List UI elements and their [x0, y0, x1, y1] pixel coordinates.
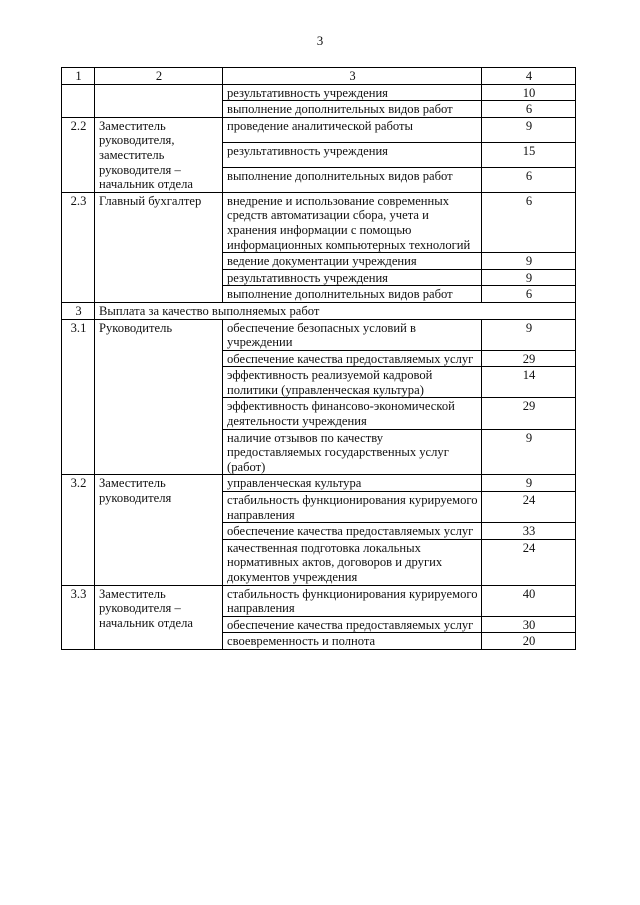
- points-cell: 6: [482, 167, 576, 192]
- table-body: [62, 68, 576, 650]
- header-cell-1: 1: [62, 68, 95, 85]
- criterion-cell: обеспечение качества предоставляемых услуг: [223, 616, 482, 633]
- row-number: [62, 84, 95, 117]
- row-number: 3.3: [62, 585, 95, 649]
- criterion-cell: стабильность функционирования курируемого направления: [223, 492, 482, 523]
- points-cell: 9: [482, 269, 576, 286]
- position-cell: Главный бухгалтер: [95, 192, 223, 302]
- header-cell-3: 3: [223, 68, 482, 85]
- criterion-cell: ведение документации учреждения: [223, 253, 482, 270]
- points-cell: 9: [482, 253, 576, 270]
- table-row: [62, 192, 576, 252]
- points-cell: 29: [482, 398, 576, 429]
- header-cell-2: 2: [95, 68, 223, 85]
- points-cell: 9: [482, 319, 576, 350]
- points-cell: 29: [482, 350, 576, 367]
- criterion-cell: выполнение дополнительных видов работ: [223, 286, 482, 303]
- points-cell: 15: [482, 142, 576, 167]
- position-cell: [95, 84, 223, 117]
- criterion-cell: обеспечение качества предоставляемых услуг: [223, 350, 482, 367]
- table-row: [62, 475, 576, 492]
- page-number: 3: [316, 33, 324, 48]
- section-title: Выплата за качество выполняемых работ: [95, 302, 576, 319]
- table-row: [62, 84, 576, 101]
- criterion-cell: качественная подготовка локальных нормативных актов, договоров и других документов учреждения: [223, 539, 482, 585]
- criterion-cell: выполнение дополнительных видов работ: [223, 167, 482, 192]
- table-header-row: [62, 68, 576, 85]
- points-cell: 24: [482, 539, 576, 585]
- criterion-cell: результативность учреждения: [223, 142, 482, 167]
- criterion-cell: обеспечение качества предоставляемых услуг: [223, 523, 482, 540]
- table-row: [62, 585, 576, 616]
- criterion-cell: своевременность и полнота: [223, 633, 482, 650]
- payments-table: [61, 67, 576, 650]
- criterion-cell: управленческая культура: [223, 475, 482, 492]
- criterion-cell: эффективность реализуемой кадровой политики (управленческая культура): [223, 367, 482, 398]
- criterion-cell: проведение аналитической работы: [223, 117, 482, 142]
- points-cell: 6: [482, 101, 576, 118]
- points-cell: 40: [482, 585, 576, 616]
- table-row: [62, 302, 576, 319]
- points-cell: 9: [482, 475, 576, 492]
- criterion-cell: результативность учреждения: [223, 84, 482, 101]
- criterion-cell: обеспечение безопасных условий в учреждении: [223, 319, 482, 350]
- criterion-cell: результативность учреждения: [223, 269, 482, 286]
- row-number: 3.2: [62, 475, 95, 585]
- table-row: [62, 117, 576, 142]
- points-cell: 10: [482, 84, 576, 101]
- points-cell: 14: [482, 367, 576, 398]
- criterion-cell: внедрение и использование современных средств автоматизации сбора, учета и хранения информации с помощью информационных компьютерных технологий: [223, 192, 482, 252]
- criterion-cell: выполнение дополнительных видов работ: [223, 101, 482, 118]
- points-cell: 24: [482, 492, 576, 523]
- criterion-cell: эффективность финансово-экономической деятельности учреждения: [223, 398, 482, 429]
- points-cell: 30: [482, 616, 576, 633]
- section-number: 3: [62, 302, 95, 319]
- points-cell: 33: [482, 523, 576, 540]
- position-cell: Заместитель руководителя, заместитель руководителя – начальник отдела: [95, 117, 223, 192]
- criterion-cell: стабильность функционирования курируемого направления: [223, 585, 482, 616]
- points-cell: 6: [482, 192, 576, 252]
- row-number: 2.3: [62, 192, 95, 302]
- points-cell: 6: [482, 286, 576, 303]
- table-row: [62, 319, 576, 350]
- position-cell: Заместитель руководителя – начальник отдела: [95, 585, 223, 649]
- position-cell: Заместитель руководителя: [95, 475, 223, 585]
- criterion-cell: наличие отзывов по качеству предоставляемых государственных услуг (работ): [223, 429, 482, 475]
- header-cell-4: 4: [482, 68, 576, 85]
- points-cell: 9: [482, 429, 576, 475]
- points-cell: 9: [482, 117, 576, 142]
- row-number: 2.2: [62, 117, 95, 192]
- position-cell: Руководитель: [95, 319, 223, 475]
- row-number: 3.1: [62, 319, 95, 475]
- points-cell: 20: [482, 633, 576, 650]
